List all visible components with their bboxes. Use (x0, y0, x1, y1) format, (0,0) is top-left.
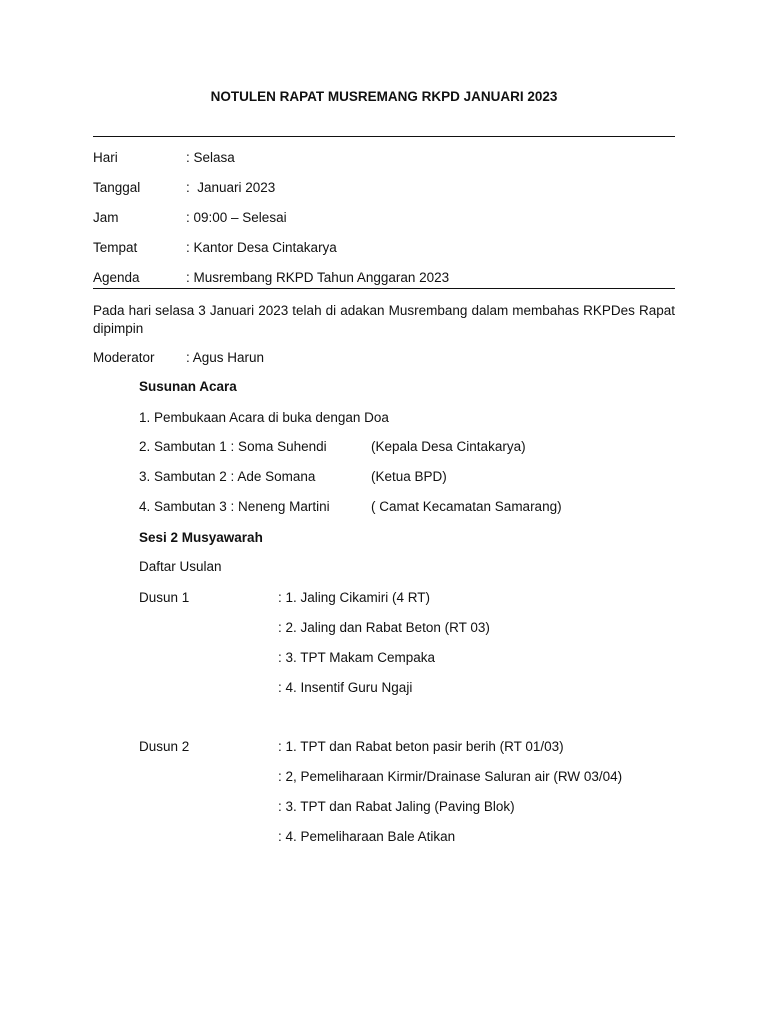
list-item: 1. Pembukaan Acara di buka dengan Doa (139, 410, 389, 425)
meta-label-tempat: Tempat (93, 240, 138, 255)
moderator-value: : Agus Harun (186, 350, 265, 365)
list-item: 2. Sambutan 1 : Soma Suhendi (139, 439, 327, 454)
list-item: : 1. Jaling Cikamiri (4 RT) (278, 590, 431, 605)
daftar-usulan-label: Daftar Usulan (139, 559, 222, 574)
list-item: : 2. Jaling dan Rabat Beton (RT 03) (278, 620, 490, 635)
dusun-1-label: Dusun 1 (139, 590, 190, 605)
list-item: 4. Sambutan 3 : Neneng Martini (139, 499, 330, 514)
list-item: : 2, Pemeliharaan Kirmir/Drainase Saluran air (RW 03/04) (278, 769, 623, 784)
meta-value-tempat: : Kantor Desa Cintakarya (186, 240, 337, 255)
meta-label-tanggal: Tanggal (93, 180, 141, 195)
intro-paragraph: Pada hari selasa 3 Januari 2023 telah di adakan Musrembang dalam membahas RKPDes Rapat dipimpin (93, 303, 675, 336)
dusun-2-label: Dusun 2 (139, 739, 190, 754)
meta-value-jam: : 09:00 – Selesai (186, 210, 287, 225)
list-item: : 3. TPT dan Rabat Jaling (Paving Blok) (278, 799, 515, 814)
top-divider (93, 136, 675, 137)
list-item: : 4. Pemeliharaan Bale Atikan (278, 829, 456, 844)
meta-label-hari: Hari (93, 150, 118, 165)
meta-label-agenda: Agenda (93, 270, 140, 285)
list-item: : 3. TPT Makam Cempaka (278, 650, 436, 665)
meta-value-agenda: : Musrembang RKPD Tahun Anggaran 2023 (186, 270, 450, 285)
list-item: : 1. TPT dan Rabat beton pasir berih (RT 01/03) (278, 739, 564, 754)
list-item-note: (Kepala Desa Cintakarya) (371, 439, 526, 454)
agenda-divider (93, 288, 675, 289)
list-item-note: (Ketua BPD) (371, 469, 447, 484)
document-title: NOTULEN RAPAT MUSREMANG RKPD JANUARI 2023 (210, 89, 558, 104)
meta-value-tanggal: : Januari 2023 (186, 180, 276, 195)
sesi-heading: Sesi 2 Musyawarah (139, 530, 263, 545)
list-item-note: ( Camat Kecamatan Samarang) (371, 499, 562, 514)
meta-value-hari: : Selasa (186, 150, 235, 165)
list-item: : 4. Insentif Guru Ngaji (278, 680, 413, 695)
moderator-label: Moderator (93, 350, 155, 365)
meta-label-jam: Jam (93, 210, 119, 225)
list-item: 3. Sambutan 2 : Ade Somana (139, 469, 316, 484)
susunan-acara-heading: Susunan Acara (139, 379, 237, 394)
